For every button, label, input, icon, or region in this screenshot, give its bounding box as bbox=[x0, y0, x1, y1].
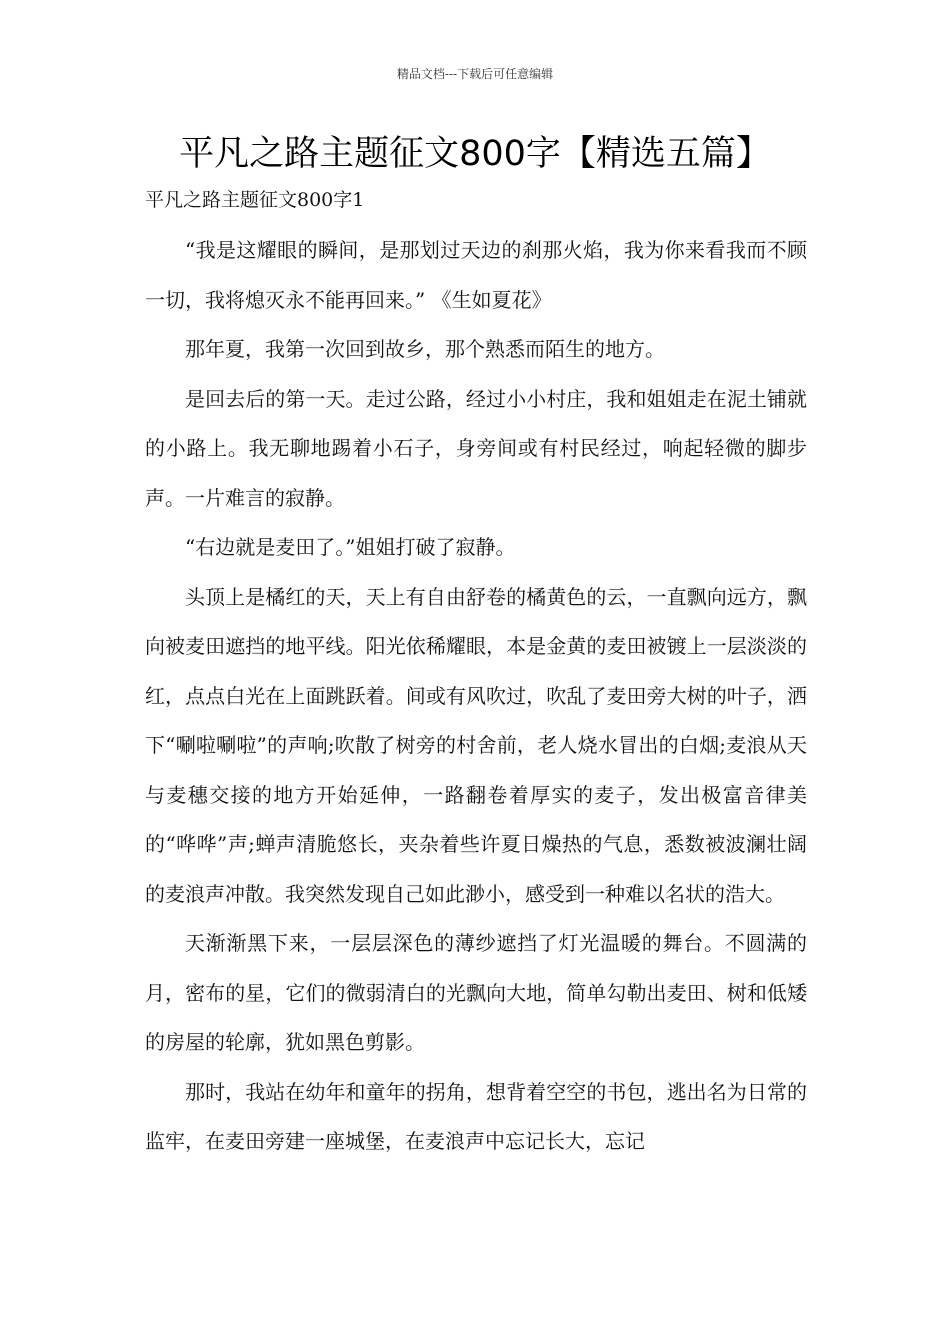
section-heading: 平凡之路主题征文800字1 bbox=[145, 189, 365, 211]
paragraph-5: 头顶上是橘红的天，天上有自由舒卷的橘黄色的云，一直飘向远方，飘向被麦田遮挡的地平线。阳光依稀耀眼，本是金黄的麦田被镀上一层淡淡的红，点点白光在上面跳跃着。间或有风吹过，吹乱了麦田旁大树的叶子，洒下“唰啦唰啦”的声响;吹散了树旁的村舍前，老人烧水冒出的白烟;麦浪从天与麦穗交接的地方开始延伸，一路翻卷着厚实的麦子，发出极富音律美的“哗哗”声;蝉声清脆悠长，夹杂着些许夏日燥热的气息，悉数被波澜壮阔的麦浪声冲散。我突然发现自己如此渺小，感受到一种难以名状的浩大。 bbox=[145, 584, 807, 906]
paragraph-6: 天渐渐黑下来，一层层深色的薄纱遮挡了灯光温暖的舞台。不圆满的月，密布的星，它们的微弱清白的光飘向大地，简单勾勒出麦田、树和低矮的房屋的轮廓，犹如黑色剪影。 bbox=[145, 931, 807, 1054]
paragraph-3: 是回去后的第一天。走过公路，经过小小村庄，我和姐姐走在泥土铺就的小路上。我无聊地踢着小石子，身旁间或有村民经过，响起轻微的脚步声。一片难言的寂静。 bbox=[145, 386, 807, 510]
body-text bbox=[145, 226, 807, 1167]
document-title: 平凡之路主题征文800字【精选五篇】 bbox=[179, 134, 771, 174]
paragraph-2: 那年夏，我第一次回到故乡，那个熟悉而陌生的地方。 bbox=[185, 337, 665, 361]
paragraph-7: 那时，我站在幼年和童年的拐角，想背着空空的书包，逃出名为日常的监牢，在麦田旁建一座城堡，在麦浪声中忘记长大，忘记 bbox=[145, 1079, 807, 1153]
paragraph-4: “右边就是麦田了。”姐姐打破了寂静。 bbox=[185, 535, 516, 559]
header-note: 精品文档---下载后可任意编辑 bbox=[396, 67, 554, 81]
paragraph-1: “我是这耀眼的瞬间，是那划过天边的刹那火焰，我为你来看我而不顾一切，我将熄灭永不能再回来。” 《生如夏花》 bbox=[145, 238, 807, 312]
